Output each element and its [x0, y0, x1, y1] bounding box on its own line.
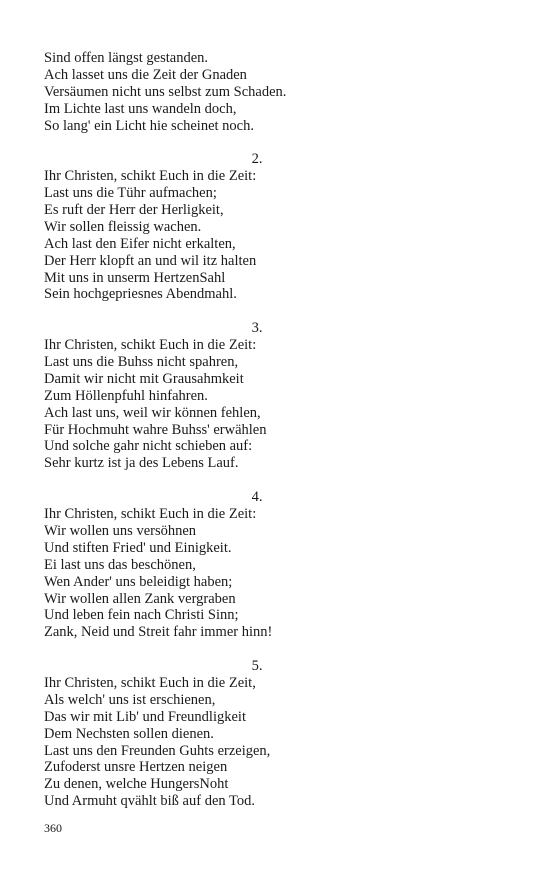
verse-line: Ach last den Eifer nicht erkalten, [44, 235, 236, 252]
verse-line: Last uns den Freunden Guhts erzeigen, [44, 742, 271, 759]
verse-line: Sind offen längst gestanden. [44, 50, 209, 66]
verse-line: Ei last uns das beschönen, [44, 556, 196, 573]
stanza-5 [44, 658, 364, 810]
verse-line: Ihr Christen, schikt Euch in die Zeit: [44, 168, 257, 185]
stanza-number: 4. [251, 489, 263, 506]
verse-line: Und solche gahr nicht schieben auf: [44, 438, 253, 455]
verse-line: Und stiften Fried' und Einigkeit. [44, 539, 232, 556]
stanza-2 [44, 151, 364, 303]
poem-text [44, 50, 364, 827]
verse-line: Im Lichte last uns wandeln doch, [44, 100, 237, 117]
verse-line: Zufoderst unsre Hertzen neigen [44, 759, 228, 776]
verse-line: Und leben fein nach Christi Sinn; [44, 607, 239, 624]
verse-line: Ihr Christen, schikt Euch in die Zeit, [44, 674, 256, 691]
verse-line: Als welch' uns ist erschienen, [44, 691, 216, 708]
stanza-4 [44, 489, 364, 641]
stanza-number: 2. [251, 151, 263, 168]
stanza-number: 5. [251, 658, 263, 675]
verse-line: Damit wir nicht mit Grausahmkeit [44, 370, 244, 387]
verse-line: Wen Ander' uns beleidigt haben; [44, 573, 233, 590]
verse-line: Ach lasset uns die Zeit der Gnaden [44, 66, 247, 83]
verse-line: Für Hochmuht wahre Buhss' erwählen [44, 421, 267, 438]
verse-line: Zu denen, welche HungersNoht [44, 776, 229, 793]
verse-line: Wir sollen fleissig wachen. [44, 218, 202, 235]
verse-line: Sehr kurtz ist ja des Lebens Lauf. [44, 455, 239, 472]
stanza-1 [44, 50, 364, 134]
verse-line: Zum Höllenpfuhl hinfahren. [44, 387, 208, 404]
verse-line: Wir wollen allen Zank vergraben [44, 590, 236, 607]
verse-line: Sein hochgepriesnes Abendmahl. [44, 286, 237, 303]
stanza-number: 3. [251, 320, 263, 337]
verse-line: Und Armuht qvählt biß auf den Tod. [44, 793, 255, 810]
verse-line: Dem Nechsten sollen dienen. [44, 725, 214, 742]
verse-line: Last uns die Tühr aufmachen; [44, 185, 217, 202]
verse-line: Wir wollen uns versöhnen [44, 522, 197, 539]
verse-line: So lang' ein Licht hie scheinet noch. [44, 117, 254, 134]
verse-line: Der Herr klopft an und wil itz halten [44, 252, 257, 269]
verse-line: Das wir mit Lib' und Freundligkeit [44, 708, 246, 725]
verse-line: Es ruft der Herr der Herligkeit, [44, 202, 224, 219]
verse-line: Ihr Christen, schikt Euch in die Zeit: [44, 337, 257, 354]
stanza-3 [44, 320, 364, 472]
verse-line: Zank, Neid und Streit fahr immer hinn! [44, 624, 273, 641]
verse-line: Versäumen nicht uns selbst zum Schaden. [44, 83, 287, 100]
verse-line: Last uns die Buhss nicht spahren, [44, 354, 239, 371]
verse-line: Mit uns in unserm HertzenSahl [44, 269, 226, 286]
verse-line: Ach last uns, weil wir können fehlen, [44, 404, 261, 421]
verse-line: Ihr Christen, schikt Euch in die Zeit: [44, 506, 257, 523]
page-number: 360 [44, 821, 62, 835]
